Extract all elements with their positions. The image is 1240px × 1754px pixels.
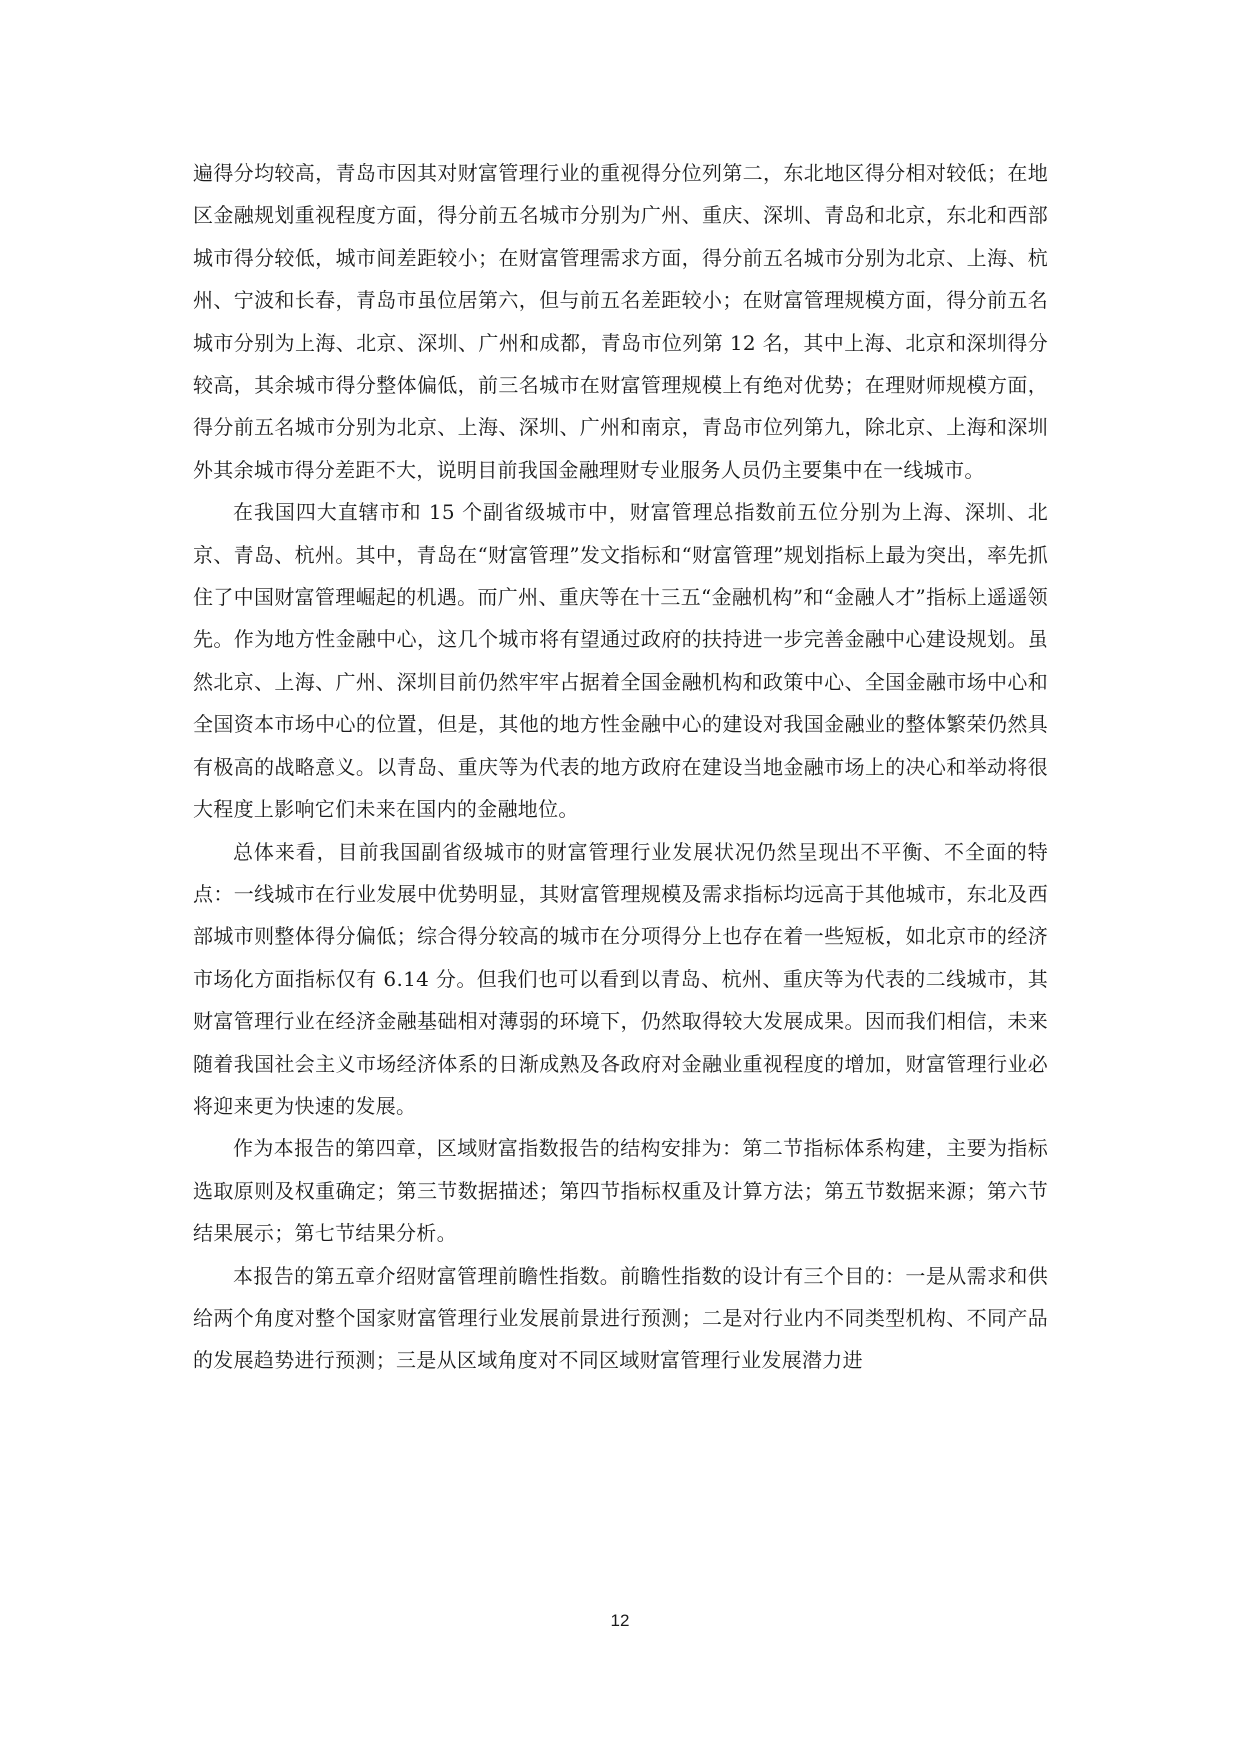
body-text <box>193 152 1048 1382</box>
paragraph: 本报告的第五章介绍财富管理前瞻性指数。前瞻性指数的设计有三个目的：一是从需求和供给两个角度对整个国家财富管理行业发展前景进行预测；二是对行业内不同类型机构、不同产品的发展趋势进行预测；三是从区域角度对不同区域财富管理行业发展潜力进 <box>193 1263 1048 1373</box>
paragraph: 作为本报告的第四章，区域财富指数报告的结构安排为：第二节指标体系构建，主要为指标选取原则及权重确定；第三节数据描述；第四节指标权重及计算方法；第五节数据来源；第六节结果展示；第七节结果分析。 <box>193 1136 1048 1246</box>
paragraph: 在我国四大直辖市和 15 个副省级城市中，财富管理总指数前五位分别为上海、深圳、北京、青岛、杭州。其中，青岛在“财富管理”发文指标和“财富管理”规划指标上最为突出，率先抓住了中国财富管理崛起的机遇。而广州、重庆等在十三五“金融机构”和“金融人才”指标上遥遥领先。作为地方性金融中心，这几个城市将有望通过政府的扶持进一步完善金融中心建设规划。虽然北京、上海、广州、深圳目前仍然牢牢占据着全国金融机构和政策中心、全国金融市场中心和全国资本市场中心的位置，但是，其他的地方性金融中心的建设对我国金融业的整体繁荣仍然具有极高的战略意义。以青岛、重庆等为代表的地方政府在建设当地金融市场上的决心和举动将很大程度上影响它们未来在国内的金融地位。 <box>193 500 1048 822</box>
paragraph: 总体来看，目前我国副省级城市的财富管理行业发展状况仍然呈现出不平衡、不全面的特点：一线城市在行业发展中优势明显，其财富管理规模及需求指标均远高于其他城市，东北及西部城市则整体得分偏低；综合得分较高的城市在分项得分上也存在着一些短板，如北京市的经济市场化方面指标仅有 6.14 分。但我们也可以看到以青岛、杭州、重庆等为代表的二线城市，其财富管理行业在经济金融基础相对薄弱的环境下，仍然取得较大发展成果。因而我们相信，未来随着我国社会主义市场经济体系的日渐成熟及各政府对金融业重视程度的增加，财富管理行业必将迎来更为快速的发展。 <box>193 839 1048 1118</box>
paragraph-continued: 遍得分均较高，青岛市因其对财富管理行业的重视得分位列第二，东北地区得分相对较低；在地区金融规划重视程度方面，得分前五名城市分别为广州、重庆、深圳、青岛和北京，东北和西部城市得分较低，城市间差距较小；在财富管理需求方面，得分前五名城市分别为北京、上海、杭州、宁波和长春，青岛市虽位居第六，但与前五名差距较小；在财富管理规模方面，得分前五名城市分别为上海、北京、深圳、广州和成都，青岛市位列第 12 名，其中上海、北京和深圳得分较高，其余城市得分整体偏低，前三名城市在财富管理规模上有绝对优势；在理财师规模方面，得分前五名城市分别为北京、上海、深圳、广州和南京，青岛市位列第九，除北京、上海和深圳外其余城市得分差距不大，说明目前我国金融理财专业服务人员仍主要集中在一线城市。 <box>193 161 1048 482</box>
page-number: 12 <box>610 1611 630 1630</box>
